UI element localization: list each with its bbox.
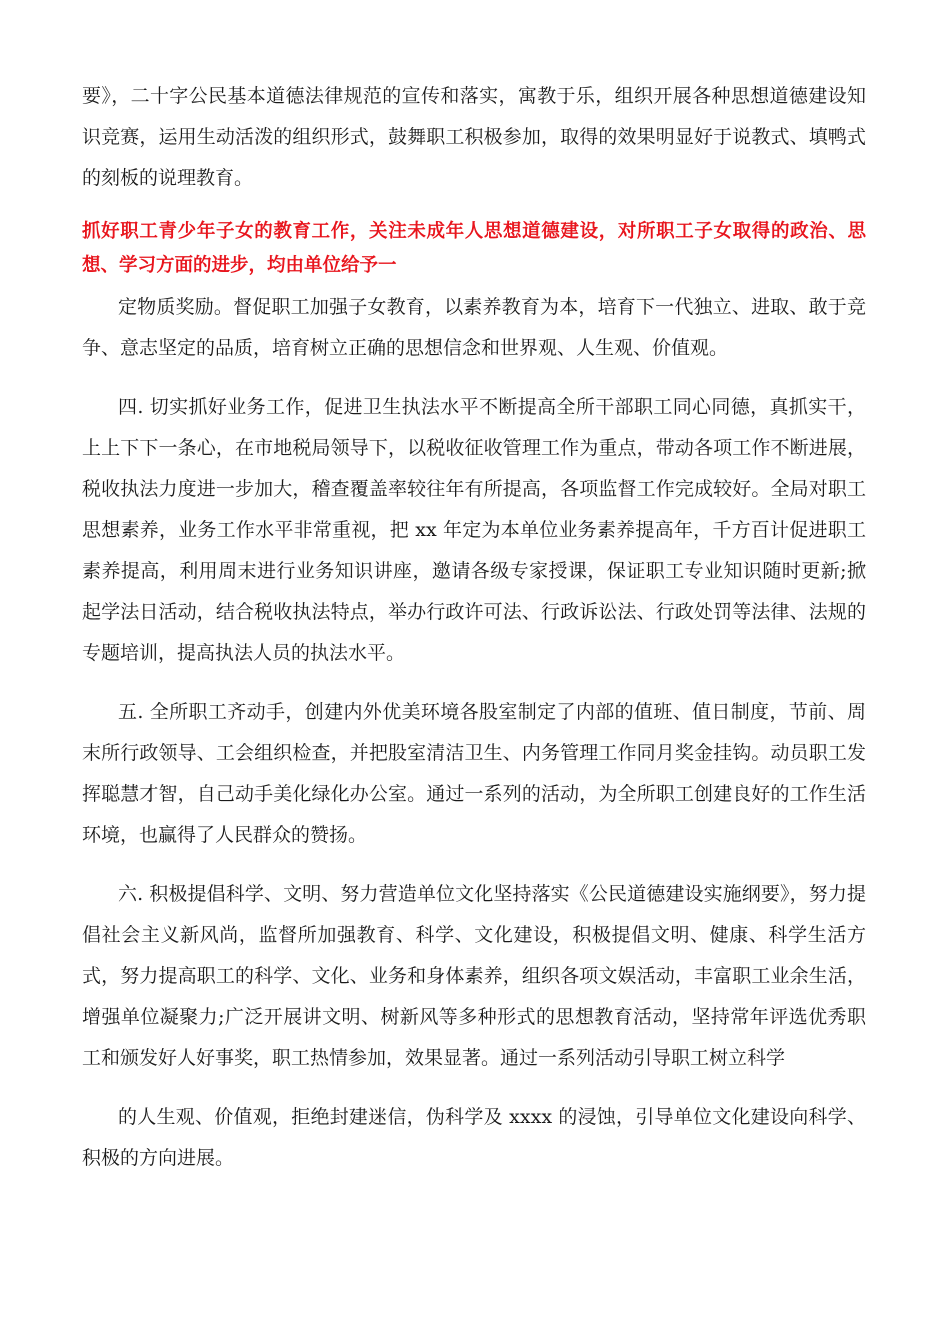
document-page bbox=[82, 76, 866, 1197]
highlighted-heading: 抓好职工青少年子女的教育工作，关注未成年人思想道德建设，对所职工子女取得的政治、思想、学习方面的进步，均由单位给予一 bbox=[82, 221, 866, 276]
paragraph-section-six: 六. 积极提倡科学、文明、努力营造单位文化坚持落实《公民道德建设实施纲要》，努力提倡社会主义新风尚，监督所加强教育、科学、文化建设，积极提倡文明、健康、科学生活方式，努力提高职工的科学、文化、业务和身体素养，组织各项文娱活动，丰富职工业余生活，增强单位凝聚力;广泛开展讲文明、树新风等多种形式的思想教育活动，坚持常年评选优秀职工和颁发好人好事奖，职工热情参加，效果显著。通过一系列活动引导职工树立科学 bbox=[82, 883, 866, 1069]
paragraph-section-five: 五. 全所职工齐动手，创建内外优美环境各股室制定了内部的值班、值日制度，节前、周末所行政领导、工会组织检查，并把股室清洁卫生、内务管理工作同月奖金挂钩。动员职工发挥聪慧才智，自己动手美化绿化办公室。通过一系列的活动，为全所职工创建良好的工作生活环境，也赢得了人民群众的赞扬。 bbox=[82, 701, 866, 846]
paragraph-section-four: 四. 切实抓好业务工作，促进卫生执法水平不断提高全所干部职工同心同德，真抓实干，上上下下一条心，在市地税局领导下，以税收征收管理工作为重点，带动各项工作不断进展，税收执法力度进一步加大，稽查覆盖率较往年有所提高，各项监督工作完成较好。全局对职工思想素养，业务工作水平非常重视，把 xx 年定为本单位业务素养提高年，千方百计促进职工素养提高，利用周末进行业务知识讲座，邀请各级专家授课，保证职工专业知识随时更新;掀起学法日活动，结合税收执法特点，举办行政许可法、行政诉讼法、行政处罚等法律、法规的专题培训，提高执法人员的执法水平。 bbox=[82, 396, 866, 664]
paragraph-conclusion: 的人生观、价值观，拒绝封建迷信，伪科学及 xxxx 的浸蚀，引导单位文化建设向科学、积极的方向进展。 bbox=[82, 1106, 866, 1169]
paragraph-child-education: 定物质奖励。督促职工加强子女教育，以素养教育为本，培育下一代独立、进取、敢于竞争、意志坚定的品质，培育树立正确的思想信念和世界观、人生观、价值观。 bbox=[82, 296, 866, 359]
paragraph-continuation: 要》，二十字公民基本道德法律规范的宣传和落实，寓教于乐，组织开展各种思想道德建设知识竞赛，运用生动活泼的组织形式，鼓舞职工积极参加，取得的效果明显好于说教式、填鸭式的刻板的说理教育。 bbox=[82, 85, 866, 189]
